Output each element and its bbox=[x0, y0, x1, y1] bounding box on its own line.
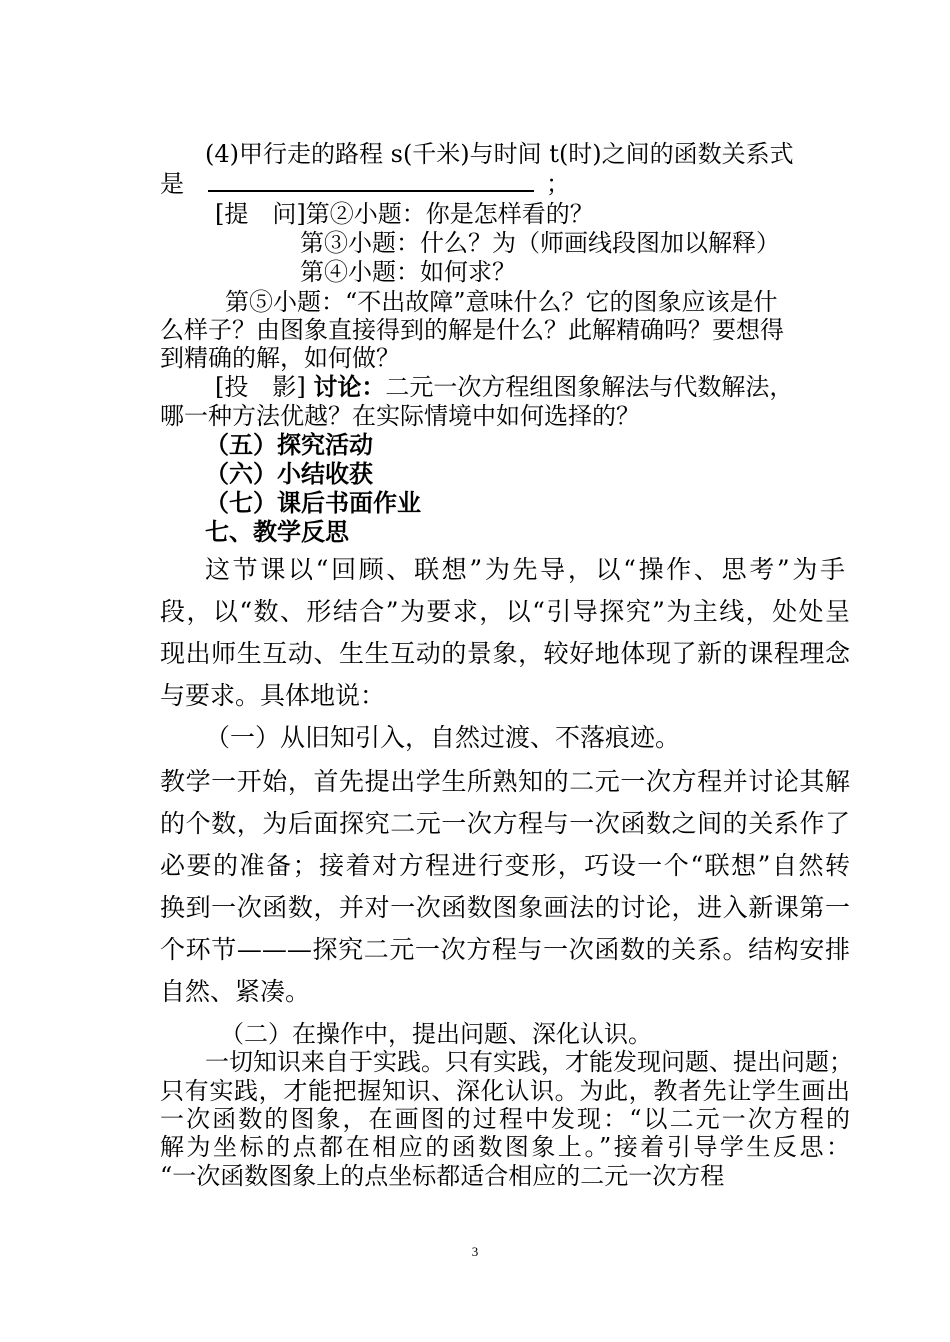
text-line bbox=[215, 372, 905, 402]
text-line: “一次函数图象上的点坐标都适合相应的二元一次方程 bbox=[160, 1162, 725, 1190]
section-heading: （五）探究活动 bbox=[205, 430, 373, 459]
text-line: 第③小题：什么？为（师画线段图加以解释） bbox=[300, 229, 780, 257]
text-line: 与要求。具体地说： bbox=[160, 681, 386, 710]
text-line: 自然、紧凑。 bbox=[160, 977, 311, 1006]
text-fragment: 是 bbox=[160, 170, 184, 198]
discussion-label: 讨论： bbox=[313, 372, 386, 401]
text-line: 一切知识来自于实践。只有实践，才能发现问题、提出问题； bbox=[205, 1048, 853, 1076]
text-line: 换到一次函数，并对一次函数图象画法的讨论，进入新课第一 bbox=[160, 893, 850, 922]
text-line: 段，以“数、形结合”为要求，以“引导探究”为主线，处处呈 bbox=[160, 597, 850, 626]
text-fragment: 二元一次方程组图象解法与代数解法， bbox=[385, 373, 794, 401]
text-line: 第④小题：如何求？ bbox=[300, 258, 516, 286]
text-line: 必要的准备；接着对方程进行变形，巧设一个“联想”自然转 bbox=[160, 851, 850, 880]
text-line: 个环节———探究二元一次方程与一次函数的关系。结构安排 bbox=[160, 935, 850, 964]
text-line: （一）从旧知引入，自然过渡、不落痕迹。 bbox=[205, 723, 681, 752]
text-fragment: ； bbox=[546, 170, 570, 198]
section-heading: （六）小结收获 bbox=[205, 459, 373, 488]
page-number: 3 bbox=[471, 1244, 479, 1259]
text-line: 教学一开始，首先提出学生所熟知的二元一次方程并讨论其解 bbox=[160, 767, 850, 796]
text-fragment: [投 影] bbox=[215, 373, 306, 401]
text-line: 只有实践，才能把握知识、深化认识。为此，教者先让学生画出 bbox=[160, 1077, 850, 1105]
text-line: (4)甲行走的路程 s(千米)与时间 t(时)之间的函数关系式 bbox=[205, 140, 794, 168]
section-heading: （七）课后书面作业 bbox=[205, 488, 421, 517]
text-line: 到精确的解，如何做？ bbox=[160, 344, 400, 372]
text-line bbox=[160, 169, 850, 199]
answer-blank bbox=[208, 170, 534, 192]
text-line: （二）在操作中，提出问题、深化认识。 bbox=[220, 1020, 652, 1048]
section-heading: 七、教学反思 bbox=[205, 517, 349, 546]
text-line: 解为坐标的点都在相应的函数图象上。”接着引导学生反思： bbox=[160, 1133, 850, 1161]
text-line: 第⑤小题：“不出故障”意味什么？它的图象应该是什 bbox=[225, 288, 778, 316]
text-line: 这节课以“回顾、联想”为先导，以“操作、思考”为手 bbox=[205, 555, 845, 584]
text-line: 的个数，为后面探究二元一次方程与一次函数之间的关系作了 bbox=[160, 809, 850, 838]
text-line: 么样子？由图象直接得到的解是什么？此解精确吗？要想得 bbox=[160, 316, 784, 344]
text-line: 现出师生互动、生生互动的景象，较好地体现了新的课程理念 bbox=[160, 639, 850, 668]
text-line: 一次函数的图象，在画图的过程中发现：“以二元一次方程的 bbox=[160, 1105, 850, 1133]
text-line: [提 问]第②小题：你是怎样看的？ bbox=[215, 200, 594, 228]
text-line: 哪一种方法优越？在实际情境中如何选择的？ bbox=[160, 402, 640, 430]
